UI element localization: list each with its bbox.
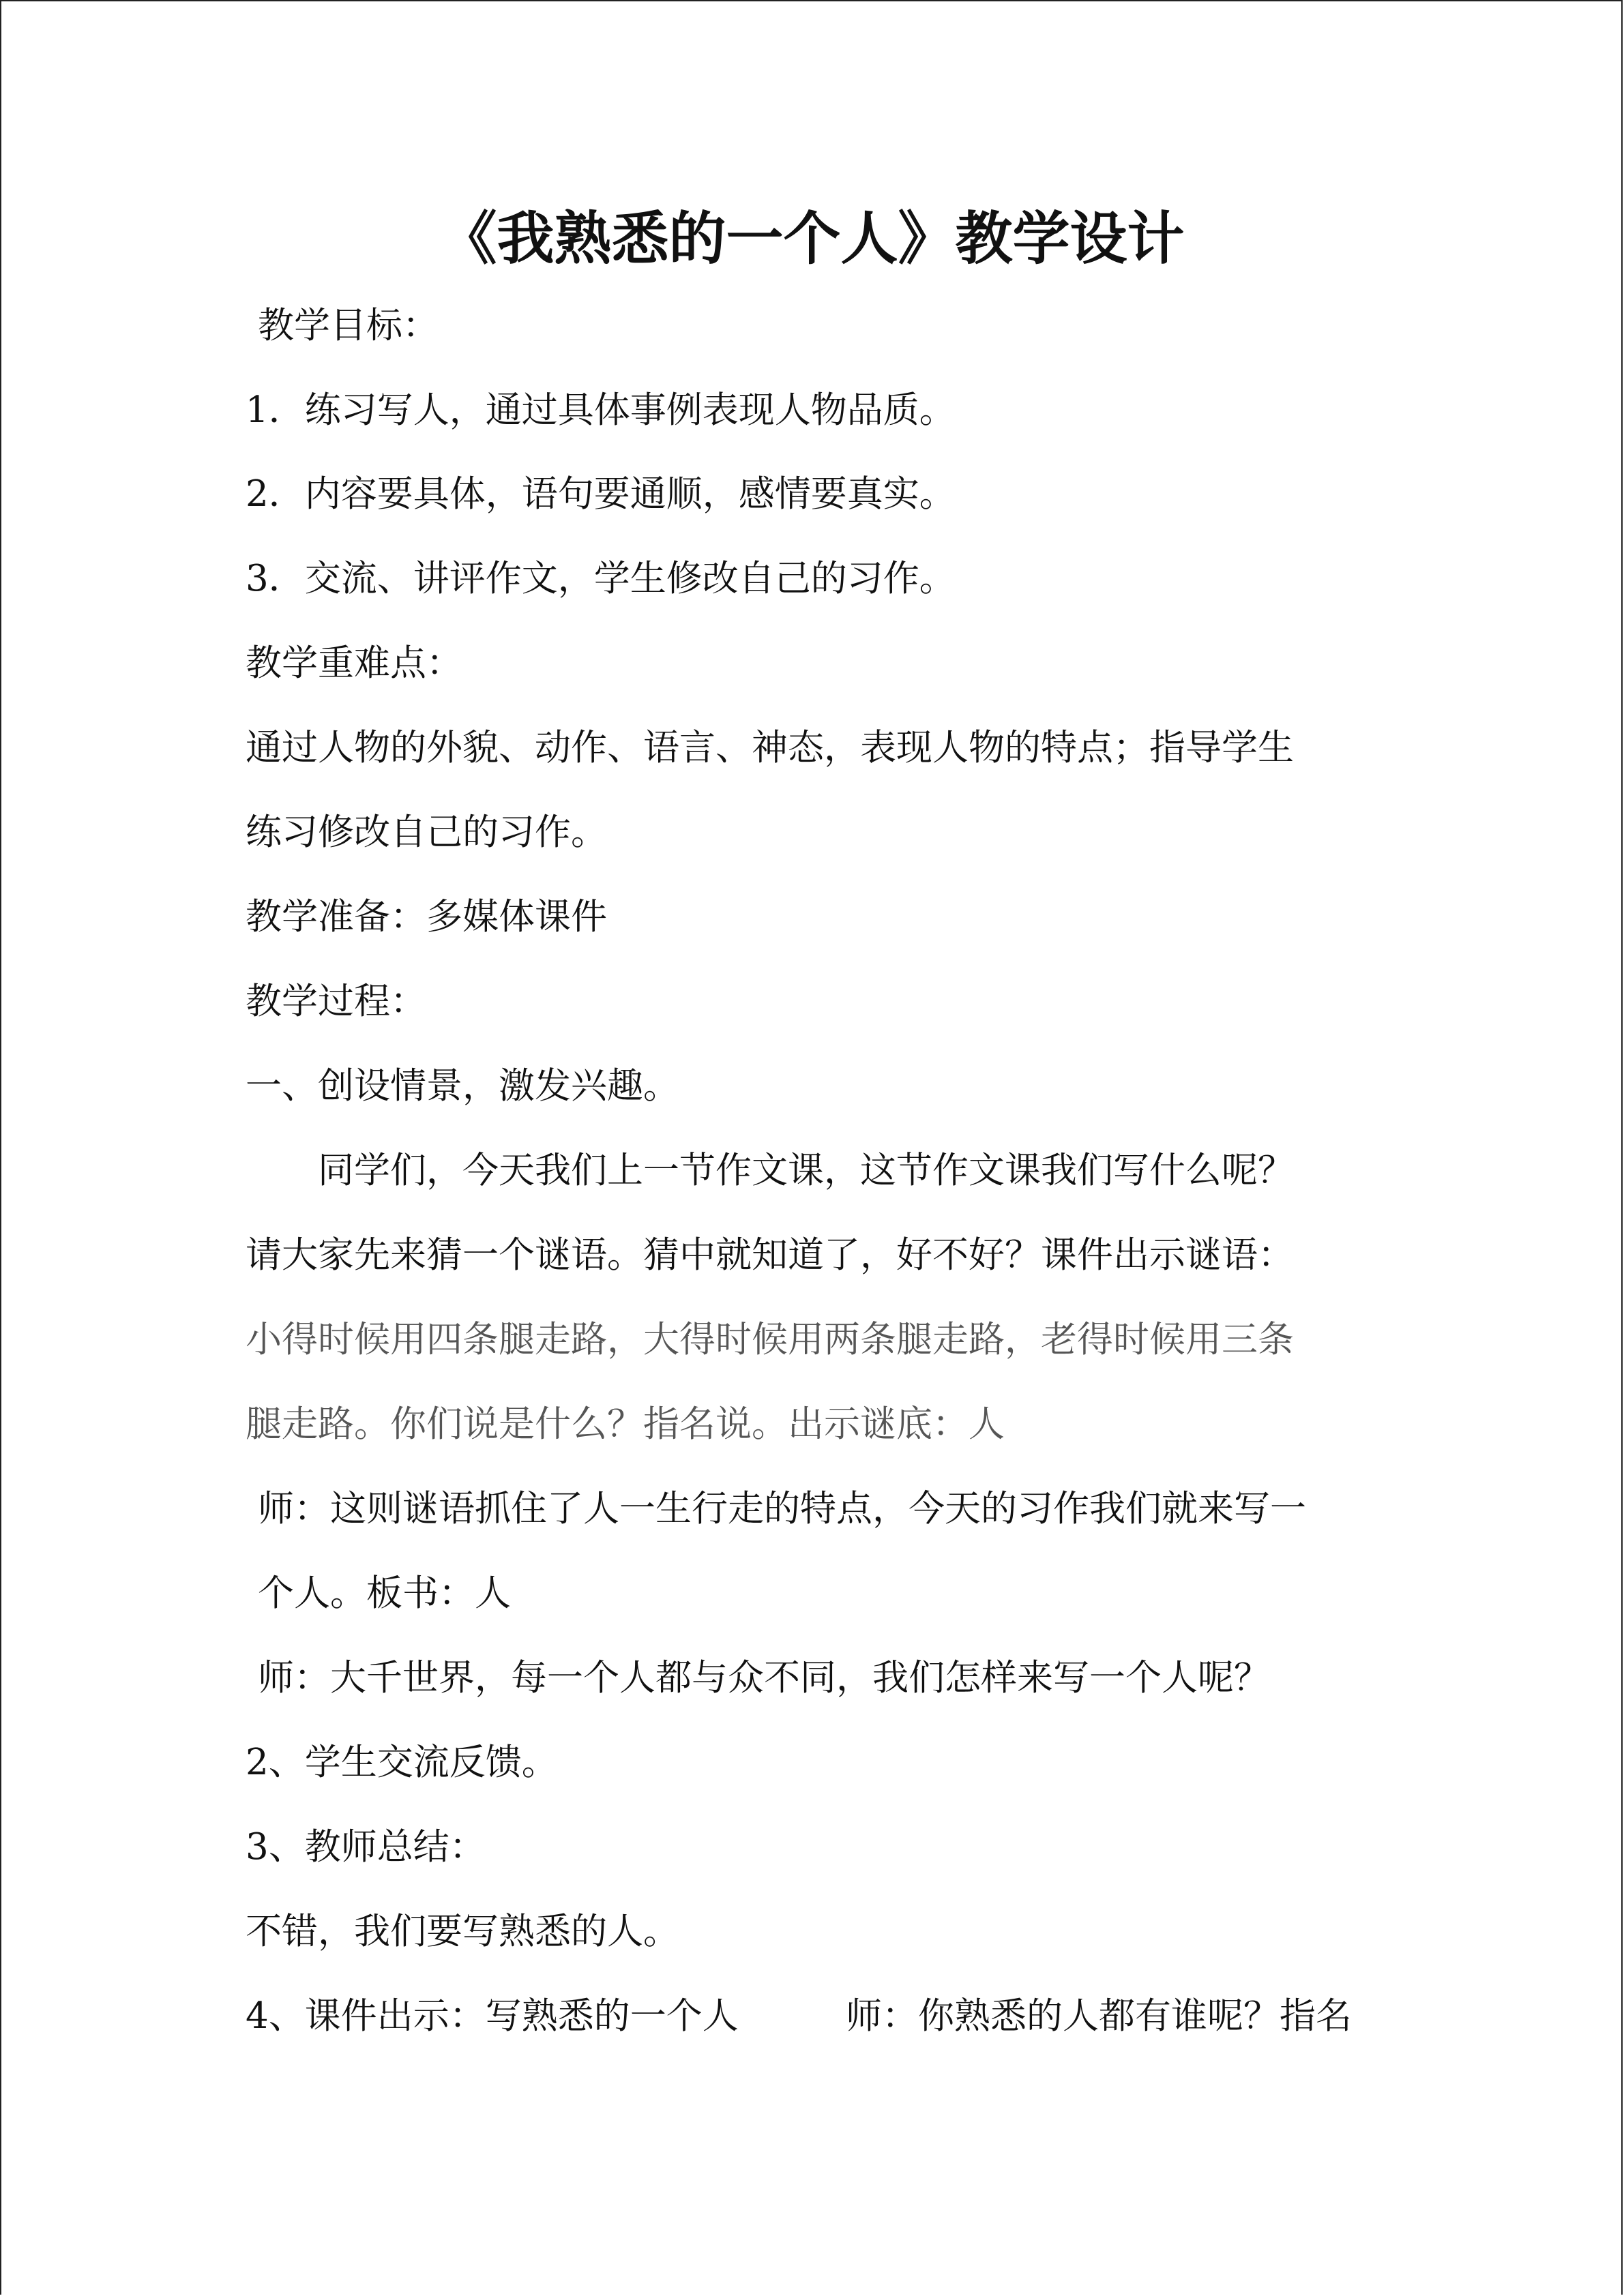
teacher-line-1: 师：这则谜语抓住了人一生行走的特点，今天的习作我们就来写一 bbox=[258, 1488, 1306, 1530]
key-points-line-2: 练习修改自己的习作。 bbox=[246, 811, 607, 853]
section-heading-key-points: 教学重难点： bbox=[246, 642, 462, 684]
preparation-line: 教学准备：多媒体课件 bbox=[246, 896, 607, 938]
riddle-line-2: 腿走路。你们说是什么？指名说。出示谜底：人 bbox=[246, 1403, 1005, 1445]
objective-3: 3．交流、讲评作文，学生修改自己的习作。 bbox=[246, 558, 956, 599]
teacher-question-line: 师：你熟悉的人都有谁呢？指名 bbox=[846, 1995, 1352, 2037]
objective-2: 2．内容要具体，语句要通顺，感情要真实。 bbox=[246, 473, 956, 515]
paragraph-line-2: 请大家先来猜一个谜语。猜中就知道了，好不好？课件出示谜语： bbox=[246, 1234, 1294, 1276]
step-4-line: 4、课件出示：写熟悉的一个人 bbox=[246, 1995, 739, 2037]
section-heading-objectives: 教学目标： bbox=[258, 305, 439, 346]
riddle-line-1: 小得时候用四条腿走路，大得时候用两条腿走路，老得时候用三条 bbox=[246, 1319, 1294, 1360]
document-title: 《我熟悉的一个人》教学设计 bbox=[439, 205, 1185, 272]
paragraph-line-1: 同学们，今天我们上一节作文课，这节作文课我们写什么呢？ bbox=[318, 1150, 1294, 1191]
step-1-heading: 一、创设情景，激发兴趣。 bbox=[246, 1065, 679, 1107]
section-heading-process: 教学过程： bbox=[246, 981, 426, 1022]
objective-1: 1．练习写人，通过具体事例表现人物品质。 bbox=[246, 389, 956, 431]
teacher-line-3: 师：大千世界，每一个人都与众不同，我们怎样来写一个人呢？ bbox=[258, 1657, 1270, 1699]
step-3-line: 3、教师总结： bbox=[246, 1826, 486, 1868]
summary-line: 不错，我们要写熟悉的人。 bbox=[246, 1911, 679, 1952]
key-points-line-1: 通过人物的外貌、动作、语言、神态，表现人物的特点；指导学生 bbox=[246, 727, 1294, 769]
step-2-line: 2、学生交流反馈。 bbox=[246, 1742, 558, 1783]
teacher-line-2: 个人。板书：人 bbox=[258, 1572, 511, 1614]
